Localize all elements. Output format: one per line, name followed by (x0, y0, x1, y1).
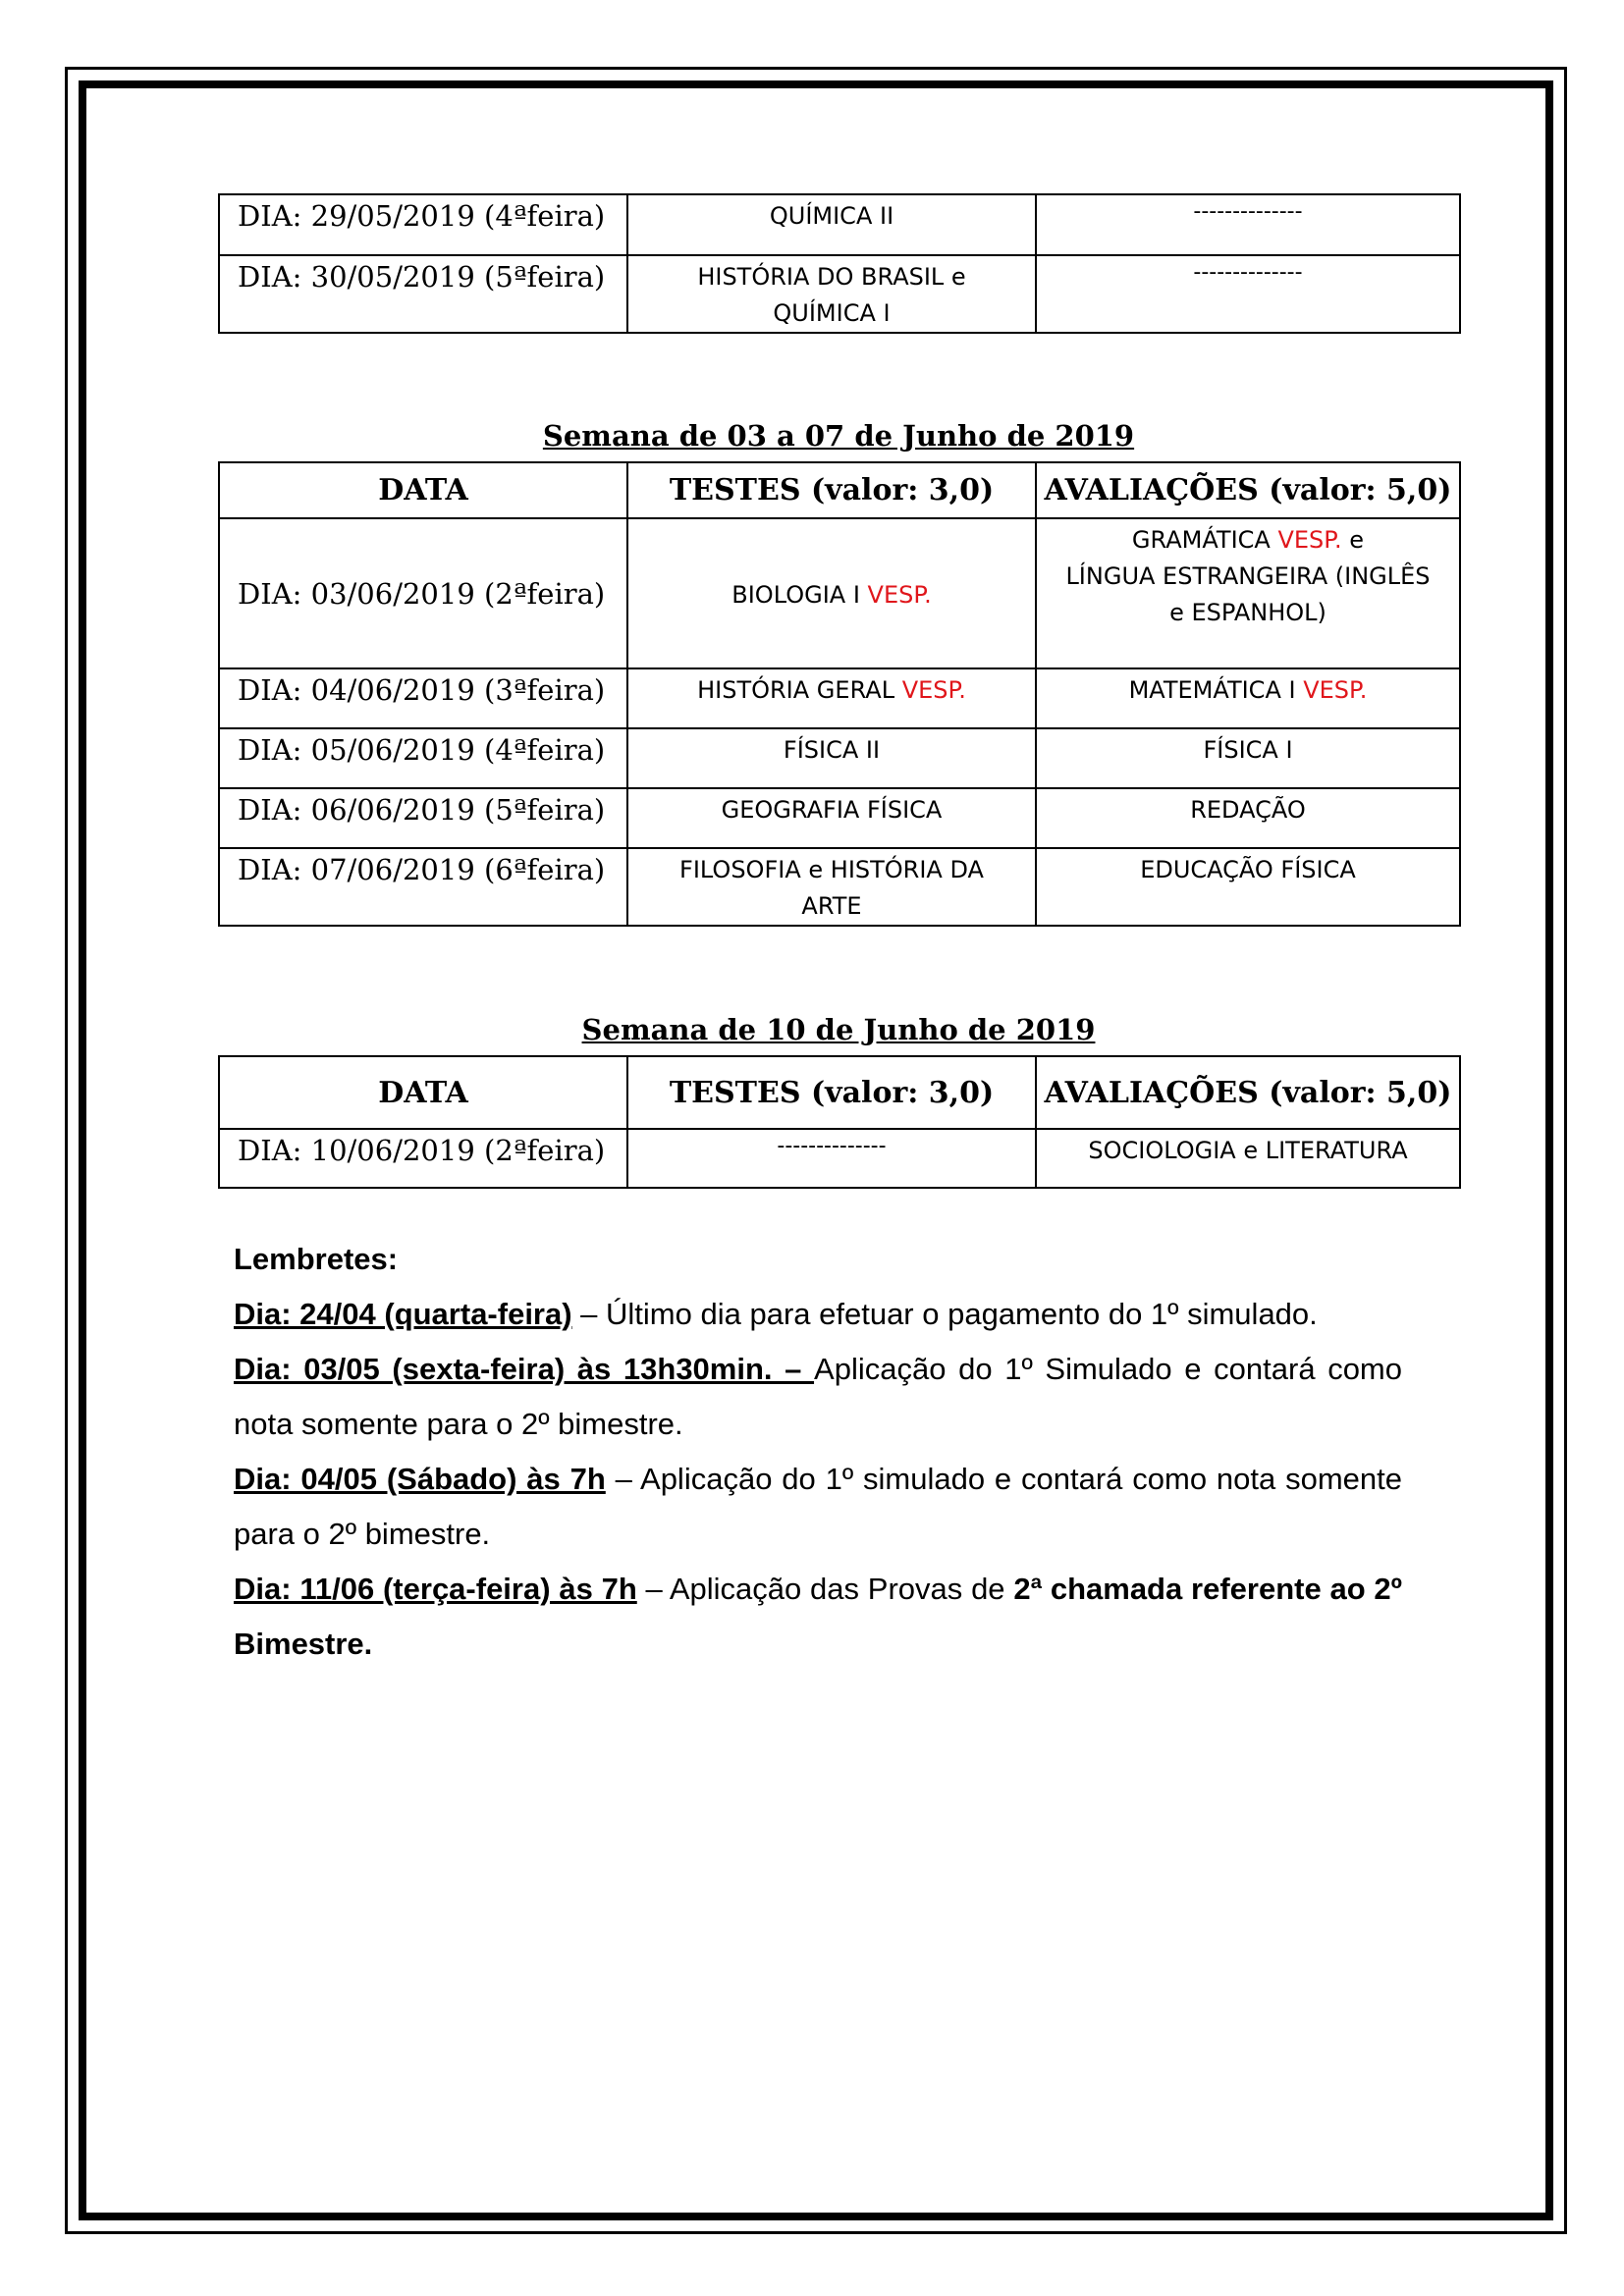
eval-cell (1036, 668, 1460, 728)
eval-cell: REDAÇÃO (1036, 788, 1460, 848)
test-cell (627, 668, 1036, 728)
schedule-table-june-3 (218, 461, 1461, 927)
test-cell: QUÍMICA II (627, 194, 1036, 255)
week-title-june-3: Semana de 03 a 07 de Junho de 2019 (542, 419, 1135, 453)
eval-cell: FÍSICA I (1036, 728, 1460, 788)
header-evals: AVALIAÇÕES (valor: 5,0) (1036, 1056, 1460, 1129)
header-tests: TESTES (valor: 3,0) (627, 462, 1036, 518)
eval-cell: -------------- (1036, 255, 1460, 333)
schedule-table-prev-week (218, 193, 1461, 334)
eval-conjunction: e (1341, 526, 1365, 554)
table-row (219, 848, 1460, 926)
reminder-text: Aplicação do 1º Simulado e contará como nota somente para o 2º bimestre. (234, 1352, 1402, 1441)
reminder-text: – Aplicação do 1º simulado e contará como nota somente para o 2º bimestre. (234, 1462, 1402, 1551)
test-subject: HISTÓRIA GERAL (697, 676, 895, 704)
eval-cell: SOCIOLOGIA e LITERATURA (1036, 1129, 1460, 1188)
date-cell: DIA: 03/06/2019 (2ªfeira) (219, 518, 627, 668)
header-evals: AVALIAÇÕES (valor: 5,0) (1036, 462, 1460, 518)
reminder-item (234, 1342, 1402, 1452)
reminder-item (234, 1287, 1402, 1342)
test-subject: BIOLOGIA I (731, 580, 860, 609)
date-cell: DIA: 30/05/2019 (5ªfeira) (219, 255, 627, 333)
eval-subject: GRAMÁTICA (1131, 526, 1271, 554)
table-header-row (219, 1056, 1460, 1129)
vesp-tag: VESP. (1303, 676, 1368, 704)
reminder-date: Dia: 11/06 (terça-feira) às 7h (234, 1572, 637, 1606)
test-cell: -------------- (627, 1129, 1036, 1188)
test-line: ARTE (801, 892, 862, 920)
reminders-title: Lembretes: (234, 1242, 399, 1276)
table-row (219, 518, 1460, 668)
test-cell: GEOGRAFIA FÍSICA (627, 788, 1036, 848)
week-title-june-10: Semana de 10 de Junho de 2019 (581, 1013, 1096, 1046)
date-cell: DIA: 06/06/2019 (5ªfeira) (219, 788, 627, 848)
test-cell: FÍSICA II (627, 728, 1036, 788)
vesp-tag: VESP. (1277, 526, 1342, 554)
test-cell (627, 255, 1036, 333)
header-tests: TESTES (valor: 3,0) (627, 1056, 1036, 1129)
header-date: DATA (219, 462, 627, 518)
test-line: FILOSOFIA e HISTÓRIA DA (679, 856, 984, 883)
reminder-text: – Último dia para efetuar o pagamento do 1º simulado. (571, 1297, 1318, 1331)
reminder-date: Dia: 24/04 (quarta-feira) (234, 1297, 572, 1331)
table-row (219, 255, 1460, 333)
reminder-item (234, 1562, 1402, 1672)
table-row (219, 194, 1460, 255)
eval-cell: -------------- (1036, 194, 1460, 255)
vesp-tag: VESP. (901, 676, 966, 704)
header-date: DATA (219, 1056, 627, 1129)
eval-subject: MATEMÁTICA I (1128, 676, 1296, 704)
test-cell (627, 518, 1036, 668)
eval-subject: LÍNGUA ESTRANGEIRA (INGLÊS (1065, 562, 1431, 590)
test-line: QUÍMICA I (773, 299, 891, 327)
schedule-table-june-10 (218, 1055, 1461, 1189)
date-cell: DIA: 29/05/2019 (4ªfeira) (219, 194, 627, 255)
table-header-row (219, 462, 1460, 518)
table-row (219, 668, 1460, 728)
test-line: HISTÓRIA DO BRASIL e (697, 263, 966, 291)
reminder-date: Dia: 04/05 (Sábado) às 7h (234, 1462, 606, 1496)
table-row (219, 1129, 1460, 1188)
reminder-date: Dia: 03/05 (sexta-feira) às 13h30min. – (234, 1352, 815, 1386)
reminders-section (234, 1232, 1402, 1672)
eval-cell: EDUCAÇÃO FÍSICA (1036, 848, 1460, 926)
eval-subject: e ESPANHOL) (1169, 599, 1326, 626)
date-cell: DIA: 10/06/2019 (2ªfeira) (219, 1129, 627, 1188)
vesp-tag: VESP. (867, 580, 932, 609)
reminder-item (234, 1452, 1402, 1562)
table-row (219, 788, 1460, 848)
date-cell: DIA: 04/06/2019 (3ªfeira) (219, 668, 627, 728)
test-cell (627, 848, 1036, 926)
date-cell: DIA: 07/06/2019 (6ªfeira) (219, 848, 627, 926)
table-row (219, 728, 1460, 788)
date-cell: DIA: 05/06/2019 (4ªfeira) (219, 728, 627, 788)
reminder-emphasis: 2ª chamada referente ao 2º Bimestre. (234, 1572, 1402, 1661)
eval-cell (1036, 518, 1460, 668)
reminder-text: – Aplicação das Provas de (636, 1572, 1014, 1606)
